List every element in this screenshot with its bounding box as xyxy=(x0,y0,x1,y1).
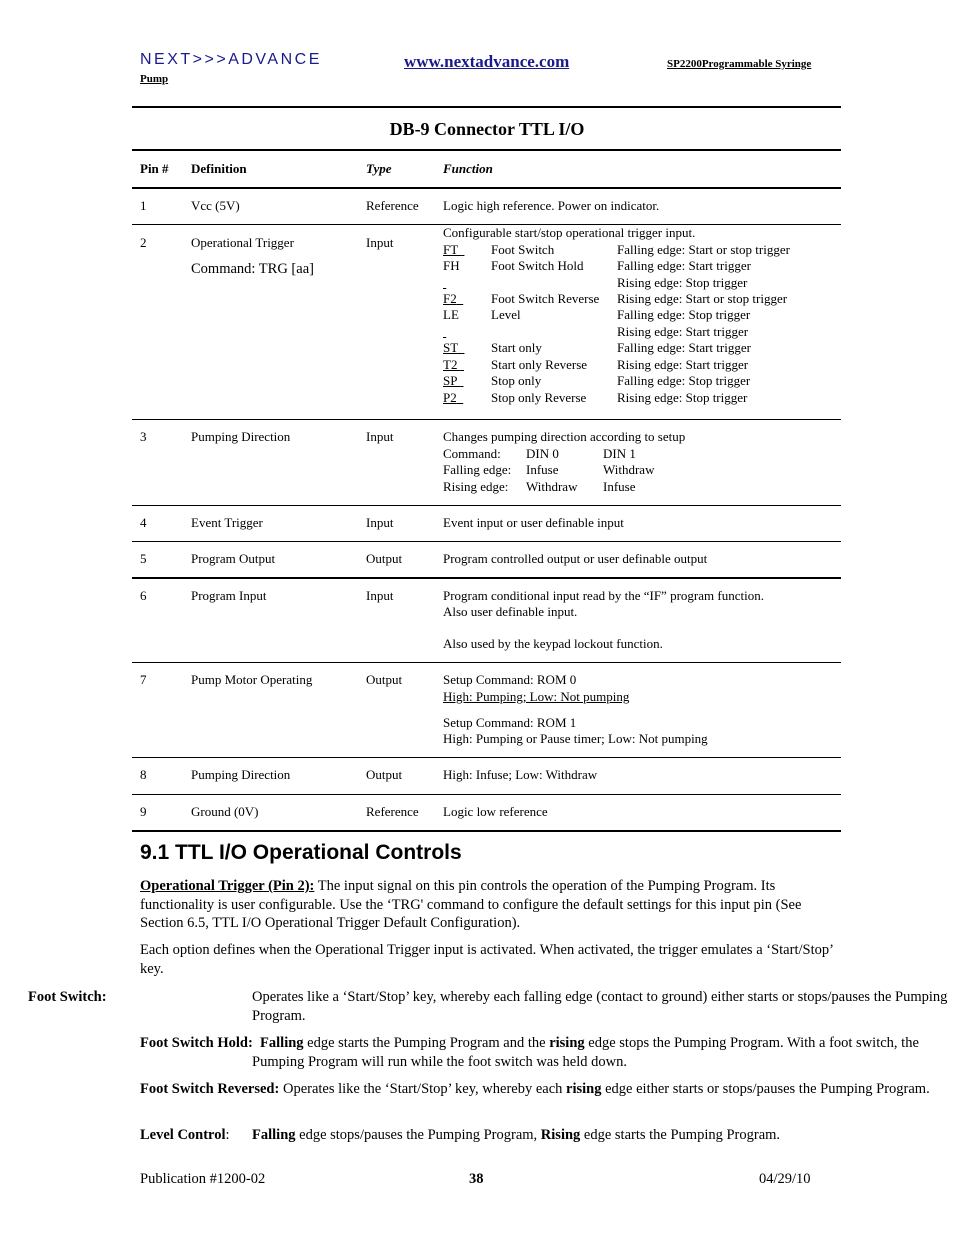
pin-number: 1 xyxy=(140,198,147,213)
page-number: 38 xyxy=(469,1171,484,1187)
option-edge: Rising edge: Stop trigger xyxy=(617,390,748,405)
pin-definition: Event Trigger xyxy=(191,515,263,530)
trigger-option-st xyxy=(443,340,766,357)
pin-function: High: Infuse; Low: Withdraw xyxy=(443,767,598,782)
pin-type: Input xyxy=(366,429,394,444)
pin-command: Command: TRG [aa] xyxy=(191,261,314,277)
option-edge: Falling edge: Start trigger xyxy=(617,340,751,355)
option-edge: Falling edge: Stop trigger xyxy=(617,307,751,322)
pin-number: 2 xyxy=(140,235,147,250)
dir-din0: Infuse xyxy=(526,462,559,477)
row-divider xyxy=(132,419,841,420)
pin-function-line: High: Pumping; Low: Not pumping xyxy=(443,689,630,704)
emphasis-word: Falling xyxy=(252,1127,296,1143)
option-edge: Rising edge: Start or stop trigger xyxy=(617,291,788,306)
option-name: Start only xyxy=(491,340,542,355)
dir-label: Rising edge: xyxy=(443,479,509,494)
pin-number: 4 xyxy=(140,515,147,530)
option-name: Foot Switch Hold xyxy=(491,258,584,273)
header-row-rule xyxy=(132,187,841,189)
option-code: F2 xyxy=(443,291,457,306)
paragraph-text: edge starts the Pumping Program. xyxy=(580,1127,781,1143)
pin-definition: Pumping Direction xyxy=(191,767,291,782)
pin-type: Output xyxy=(366,551,403,566)
level-control-term: Level Control xyxy=(140,1127,226,1143)
pin-definition: Ground (0V) xyxy=(191,804,259,819)
pin-function: Configurable start/stop operational trigger input. xyxy=(443,225,696,240)
option-edge: Rising edge: Start trigger xyxy=(617,324,749,339)
option-name: Foot Switch Reverse xyxy=(491,291,600,306)
trigger-option-fh-rising xyxy=(443,275,766,292)
trigger-option-le-rising xyxy=(443,324,766,341)
pin-definition: Pump Motor Operating xyxy=(191,672,313,687)
col-header-definition: Definition xyxy=(191,161,247,176)
product-name: SP2200Programmable Syringe xyxy=(667,58,812,70)
pin-type: Input xyxy=(366,515,394,530)
pin-type: Input xyxy=(366,588,394,603)
option-code: SP xyxy=(443,373,457,388)
pin-type: Output xyxy=(366,672,403,687)
pin-type: Input xyxy=(366,235,394,250)
website-link[interactable]: www.nextadvance.com xyxy=(404,52,570,71)
option-edge: Rising edge: Start trigger xyxy=(617,357,749,372)
col-header-type: Type xyxy=(366,161,392,176)
trigger-option-f2 xyxy=(443,291,808,308)
foot-switch-paragraph xyxy=(28,988,952,1025)
row-divider xyxy=(132,757,841,758)
dir-label: Command: xyxy=(443,446,501,461)
option-code: P2 xyxy=(443,390,457,405)
emphasis-word: Falling xyxy=(260,1035,304,1051)
section-heading: 9.1 TTL I/O Operational Controls xyxy=(140,841,462,864)
table-bottom-rule xyxy=(132,830,841,832)
pin-type: Reference xyxy=(366,198,419,213)
pin-function-line: High: Pumping or Pause timer; Low: Not pumping xyxy=(443,731,708,746)
option-code: LE xyxy=(443,307,459,322)
pin-number: 7 xyxy=(140,672,147,687)
option-edge: Falling edge: Start trigger xyxy=(617,258,751,273)
pin-number: 5 xyxy=(140,551,147,566)
row-divider xyxy=(132,577,841,579)
operational-trigger-paragraph xyxy=(140,877,840,933)
trigger-option-fh xyxy=(443,258,808,275)
paragraph-text: edge stops the Pumping Program. With a foot switch, the Pumping Program will run while the foot switch was held down. xyxy=(252,1035,919,1070)
option-code: T2 xyxy=(443,357,458,372)
pin-number: 3 xyxy=(140,429,147,444)
paragraph-text: Operates like the ‘Start/Stop’ key, whereby each xyxy=(279,1081,567,1097)
options-intro-paragraph: Each option defines when the Operational Trigger input is activated. When activated, the trigger emulates a ‘Start/Stop’ key. xyxy=(140,942,833,977)
option-name: Level xyxy=(491,307,521,322)
foot-switch-term: Foot Switch: xyxy=(28,989,107,1005)
trigger-option-sp xyxy=(443,373,766,390)
pin-number: 8 xyxy=(140,767,147,782)
publication-date: 04/29/10 xyxy=(759,1171,811,1187)
pin-number: 6 xyxy=(140,588,147,603)
publication-number: Publication #1200-02 xyxy=(140,1171,266,1187)
paragraph-text: edge stops/pauses the Pumping Program, xyxy=(295,1127,541,1143)
pin-function: Event input or user definable input xyxy=(443,515,624,530)
dir-din1: Infuse xyxy=(603,479,636,494)
trigger-option-t2 xyxy=(443,357,766,374)
col-header-pin: Pin # xyxy=(140,161,169,176)
table-top-rule xyxy=(132,149,841,151)
dir-label: Falling edge: xyxy=(443,462,512,477)
pin-definition: Pumping Direction xyxy=(191,429,291,444)
row-divider xyxy=(132,505,841,506)
dir-din1: Withdraw xyxy=(603,462,655,477)
pin-function: Changes pumping direction according to setup xyxy=(443,429,686,444)
pin-definition: Program Output xyxy=(191,551,276,566)
pin-type: Reference xyxy=(366,804,419,819)
option-code: FH xyxy=(443,258,460,273)
dir-din0: DIN 0 xyxy=(526,446,559,461)
trigger-option-p2 xyxy=(443,390,766,407)
pin-definition: Vcc (5V) xyxy=(191,198,240,213)
emphasis-word: rising xyxy=(549,1035,585,1051)
company-logo: NEXT>>>ADVANCE xyxy=(140,51,322,68)
option-name: Foot Switch xyxy=(491,242,555,257)
option-edge: Falling edge: Start or stop trigger xyxy=(617,242,790,257)
pin-function-line: Setup Command: ROM 0 xyxy=(443,672,577,687)
header-divider xyxy=(132,106,841,108)
emphasis-word: Rising xyxy=(540,1127,581,1143)
option-name: Stop only xyxy=(491,373,542,388)
pin-function-line: Program conditional input read by the “IF” program function. xyxy=(443,588,764,603)
logo-subtitle: Pump xyxy=(140,73,169,85)
emphasis-word: rising xyxy=(566,1081,602,1097)
pin-function-line: Also user definable input. xyxy=(443,604,578,619)
level-control-paragraph xyxy=(140,1126,840,1145)
option-name: Stop only Reverse xyxy=(491,390,587,405)
pin-definition: Operational Trigger xyxy=(191,235,294,250)
paragraph-text: Operates like a ‘Start/Stop’ key, whereby each falling edge (contact to ground) either starts or stops/pauses the Pumping Program. xyxy=(252,989,948,1024)
pin-function: Logic high reference. Power on indicator. xyxy=(443,198,660,213)
pin-number: 9 xyxy=(140,804,147,819)
pin-function-line: Setup Command: ROM 1 xyxy=(443,715,577,730)
foot-switch-hold-term: Foot Switch Hold: xyxy=(140,1035,253,1051)
row-divider xyxy=(132,662,841,663)
pin-definition: Program Input xyxy=(191,588,267,603)
option-code: FT xyxy=(443,242,458,257)
option-name: Start only Reverse xyxy=(491,357,588,372)
dir-din1: DIN 1 xyxy=(603,446,636,461)
foot-switch-reversed-term: Foot Switch Reversed: xyxy=(140,1081,280,1097)
pin-function: Program controlled output or user definable output xyxy=(443,551,708,566)
col-header-function: Function xyxy=(443,161,493,176)
pin-function-line: Also used by the keypad lockout function. xyxy=(443,636,663,651)
trigger-option-le xyxy=(443,307,808,324)
pin-function: Logic low reference xyxy=(443,804,548,819)
option-edge: Rising edge: Stop trigger xyxy=(617,275,748,290)
paragraph-text: edge either starts or stops/pauses the Pumping Program. xyxy=(601,1081,930,1097)
dir-din0: Withdraw xyxy=(526,479,578,494)
paragraph-text: edge starts the Pumping Program and the xyxy=(303,1035,550,1051)
term-colon: : xyxy=(225,1127,230,1143)
trigger-option-ft xyxy=(443,242,808,259)
paragraph-text: The input signal on this pin controls the operation of the Pumping Program. Its functionality is user configurable. Use the ‘TRG' command to configure the default settings for this input pin (See Section 6.5, TTL I/O Operational Trigger Default Configuration). xyxy=(140,878,802,931)
option-code: ST xyxy=(443,340,458,355)
foot-switch-reversed-paragraph xyxy=(140,1080,952,1099)
table-title: DB-9 Connector TTL I/O xyxy=(389,119,585,139)
foot-switch-hold-paragraph xyxy=(140,1034,952,1071)
row-divider xyxy=(132,794,841,795)
row-divider xyxy=(132,541,841,542)
pin-type: Output xyxy=(366,767,403,782)
operational-trigger-term: Operational Trigger (Pin 2): xyxy=(140,878,315,894)
option-edge: Falling edge: Stop trigger xyxy=(617,373,751,388)
